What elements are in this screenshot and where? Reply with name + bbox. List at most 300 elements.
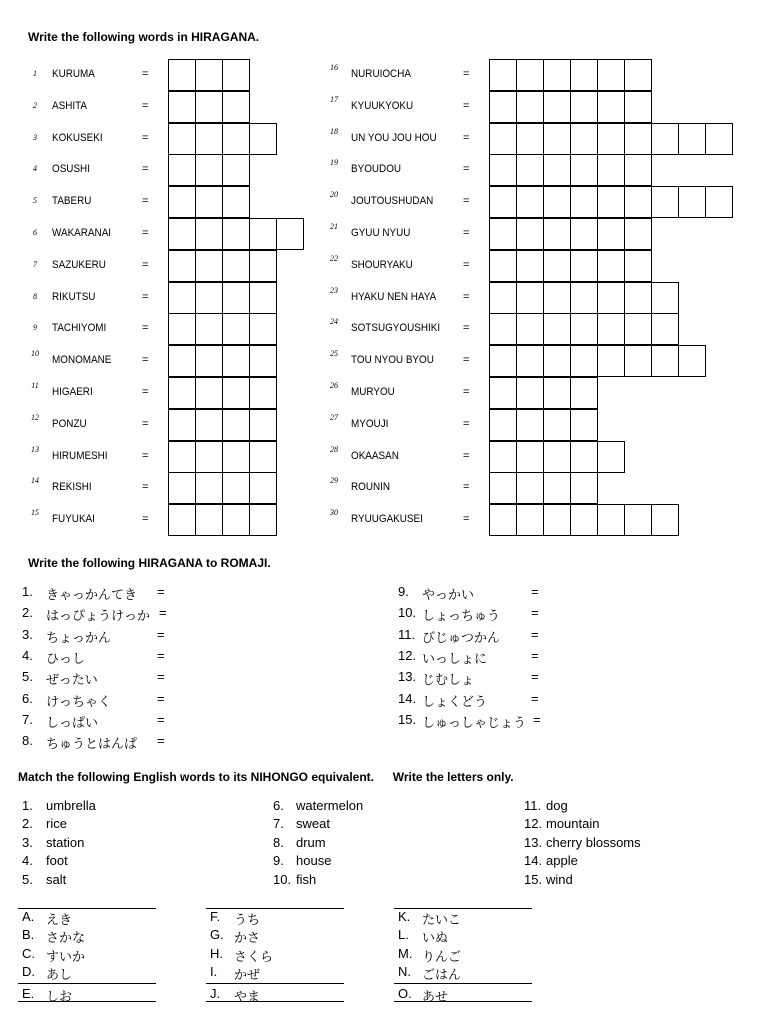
answer-box[interactable] bbox=[222, 154, 250, 186]
item-number: 9 bbox=[33, 323, 37, 333]
answer-boxes bbox=[489, 123, 732, 155]
answer-box[interactable] bbox=[249, 123, 277, 155]
answer-box[interactable] bbox=[705, 123, 733, 155]
answer-box[interactable] bbox=[168, 218, 196, 250]
answer-box[interactable] bbox=[651, 186, 679, 218]
answer-box[interactable] bbox=[597, 441, 625, 473]
equals-sign: = bbox=[142, 386, 149, 398]
item-number: 29 bbox=[330, 476, 338, 486]
answer-box[interactable] bbox=[516, 218, 544, 250]
choice-letter: J. bbox=[210, 985, 221, 1001]
answer-box[interactable] bbox=[678, 123, 706, 155]
choice-kana: しお bbox=[46, 989, 73, 1005]
romaji-word: ROUNIN bbox=[351, 481, 391, 494]
answer-box[interactable] bbox=[222, 504, 250, 536]
romaji-word: RYUUGAKUSEI bbox=[351, 513, 423, 526]
answer-box[interactable] bbox=[489, 313, 517, 345]
answer-box[interactable] bbox=[222, 472, 250, 504]
item-number: 12. bbox=[398, 647, 417, 663]
answer-box[interactable] bbox=[195, 250, 223, 282]
answer-box[interactable] bbox=[489, 186, 517, 218]
answer-box[interactable] bbox=[249, 282, 277, 314]
answer-box[interactable] bbox=[195, 91, 223, 123]
answer-box[interactable] bbox=[516, 504, 544, 536]
item-number: 18 bbox=[330, 126, 338, 136]
equals-sign: = bbox=[463, 354, 470, 367]
answer-box[interactable] bbox=[249, 313, 277, 345]
answer-box[interactable] bbox=[570, 186, 598, 218]
answer-box[interactable] bbox=[597, 504, 625, 536]
item-number: 5. bbox=[22, 669, 33, 685]
hiragana-word: じむしょ bbox=[422, 673, 475, 689]
answer-box[interactable] bbox=[489, 59, 517, 91]
answer-box[interactable] bbox=[543, 282, 571, 314]
choice-mid-rule bbox=[18, 983, 156, 984]
english-word: rice bbox=[46, 816, 67, 832]
choice-mid-rule bbox=[394, 983, 532, 984]
answer-box[interactable] bbox=[705, 186, 733, 218]
item-number: 19 bbox=[330, 158, 338, 168]
answer-box[interactable] bbox=[570, 123, 598, 155]
romaji-word: UN YOU JOU HOU bbox=[351, 131, 437, 144]
answer-box[interactable] bbox=[597, 59, 625, 91]
english-word: apple bbox=[546, 853, 578, 869]
answer-box[interactable] bbox=[276, 218, 304, 250]
answer-box[interactable] bbox=[624, 91, 652, 123]
equals-sign: = bbox=[157, 690, 165, 706]
answer-box[interactable] bbox=[570, 377, 598, 409]
english-word: salt bbox=[46, 871, 67, 887]
romaji-word: WAKARANAI bbox=[52, 227, 112, 239]
answer-box[interactable] bbox=[195, 186, 223, 218]
item-number: 3. bbox=[22, 626, 33, 642]
answer-box[interactable] bbox=[168, 154, 196, 186]
answer-box[interactable] bbox=[222, 377, 250, 409]
equals-sign: = bbox=[142, 131, 149, 144]
answer-box[interactable] bbox=[597, 345, 625, 377]
answer-box[interactable] bbox=[489, 154, 517, 186]
answer-box[interactable] bbox=[168, 123, 196, 155]
answer-box[interactable] bbox=[624, 282, 652, 314]
choice-bottom-rule bbox=[394, 1001, 532, 1002]
choice-top-rule bbox=[18, 908, 156, 909]
answer-box[interactable] bbox=[222, 59, 250, 91]
answer-box[interactable] bbox=[543, 313, 571, 345]
hiragana-word: びじゅつかん bbox=[422, 630, 501, 646]
equals-sign: = bbox=[463, 99, 470, 112]
answer-box[interactable] bbox=[489, 441, 517, 473]
answer-box[interactable] bbox=[624, 154, 652, 186]
answer-box[interactable] bbox=[543, 345, 571, 377]
answer-boxes bbox=[168, 313, 276, 345]
answer-box[interactable] bbox=[543, 377, 571, 409]
answer-box[interactable] bbox=[624, 186, 652, 218]
equals-sign: = bbox=[463, 258, 470, 271]
answer-box[interactable] bbox=[651, 282, 679, 314]
section3-title-text: Match the following English words to its NIHONGO equivalent. bbox=[18, 770, 375, 784]
answer-box[interactable] bbox=[168, 282, 196, 314]
item-number: 1 bbox=[33, 69, 37, 78]
answer-box[interactable] bbox=[651, 504, 679, 536]
equals-sign: = bbox=[463, 227, 470, 239]
answer-box[interactable] bbox=[249, 472, 277, 504]
answer-box[interactable] bbox=[624, 218, 652, 250]
answer-box[interactable] bbox=[624, 123, 652, 155]
item-number: 10. bbox=[273, 871, 292, 887]
answer-box[interactable] bbox=[168, 91, 196, 123]
answer-boxes bbox=[489, 504, 678, 536]
answer-box[interactable] bbox=[489, 409, 517, 441]
answer-boxes bbox=[168, 186, 249, 218]
answer-boxes bbox=[489, 218, 651, 250]
answer-box[interactable] bbox=[195, 282, 223, 314]
answer-box[interactable] bbox=[516, 377, 544, 409]
answer-box[interactable] bbox=[249, 409, 277, 441]
answer-boxes bbox=[489, 409, 597, 441]
item-number: 2. bbox=[22, 816, 33, 832]
romaji-word: JOUTOUSHUDAN bbox=[351, 195, 434, 208]
item-number: 12 bbox=[31, 412, 39, 422]
answer-box[interactable] bbox=[249, 377, 277, 409]
answer-box[interactable] bbox=[624, 504, 652, 536]
item-number: 7 bbox=[33, 259, 37, 269]
answer-box[interactable] bbox=[195, 472, 223, 504]
romaji-word: KURUMA bbox=[52, 68, 95, 80]
section2-title: Write the following HIRAGANA to ROMAJI. bbox=[28, 556, 271, 570]
item-number: 1. bbox=[22, 584, 33, 599]
item-number: 15 bbox=[31, 508, 39, 518]
item-number: 15. bbox=[398, 711, 417, 727]
answer-box[interactable] bbox=[489, 504, 517, 536]
item-number: 17 bbox=[330, 94, 338, 104]
answer-box[interactable] bbox=[570, 345, 598, 377]
english-word: foot bbox=[46, 853, 68, 869]
english-word: drum bbox=[296, 834, 326, 850]
equals-sign: = bbox=[159, 605, 167, 621]
answer-box[interactable] bbox=[222, 441, 250, 473]
romaji-word: MONOMANE bbox=[52, 354, 112, 367]
answer-box[interactable] bbox=[678, 186, 706, 218]
answer-box[interactable] bbox=[570, 250, 598, 282]
choice-top-rule bbox=[206, 908, 344, 909]
answer-box[interactable] bbox=[597, 218, 625, 250]
answer-box[interactable] bbox=[651, 313, 679, 345]
answer-box[interactable] bbox=[195, 154, 223, 186]
answer-box[interactable] bbox=[249, 441, 277, 473]
item-number: 13. bbox=[398, 669, 417, 685]
item-number: 23 bbox=[330, 285, 338, 295]
answer-box[interactable] bbox=[195, 377, 223, 409]
choice-letter: D. bbox=[22, 964, 35, 980]
romaji-word: HIRUMESHI bbox=[52, 449, 108, 462]
answer-box[interactable] bbox=[168, 250, 196, 282]
answer-box[interactable] bbox=[489, 218, 517, 250]
answer-box[interactable] bbox=[543, 59, 571, 91]
romaji-word: KYUUKYOKU bbox=[351, 99, 414, 112]
answer-box[interactable] bbox=[516, 313, 544, 345]
answer-box[interactable] bbox=[222, 313, 250, 345]
romaji-word: OKAASAN bbox=[351, 449, 399, 462]
choice-letter: H. bbox=[210, 945, 223, 961]
choice-letter: E. bbox=[22, 985, 35, 1001]
answer-box[interactable] bbox=[516, 186, 544, 218]
hiragana-word: はっぴょうけっか bbox=[46, 609, 151, 625]
romaji-word: HYAKU NEN HAYA bbox=[351, 290, 437, 303]
answer-box[interactable] bbox=[516, 91, 544, 123]
answer-box[interactable] bbox=[489, 472, 517, 504]
english-word: dog bbox=[546, 798, 568, 813]
answer-box[interactable] bbox=[570, 441, 598, 473]
answer-box[interactable] bbox=[597, 186, 625, 218]
answer-box[interactable] bbox=[195, 59, 223, 91]
answer-box[interactable] bbox=[168, 313, 196, 345]
answer-boxes bbox=[168, 409, 276, 441]
answer-boxes bbox=[168, 472, 276, 504]
answer-box[interactable] bbox=[489, 91, 517, 123]
answer-box[interactable] bbox=[249, 345, 277, 377]
equals-sign: = bbox=[157, 626, 165, 642]
answer-box[interactable] bbox=[651, 123, 679, 155]
answer-box[interactable] bbox=[168, 377, 196, 409]
answer-box[interactable] bbox=[222, 91, 250, 123]
answer-box[interactable] bbox=[516, 409, 544, 441]
choice-bottom-rule bbox=[18, 1001, 156, 1002]
answer-box[interactable] bbox=[168, 345, 196, 377]
answer-box[interactable] bbox=[516, 250, 544, 282]
item-number: 5 bbox=[33, 196, 37, 206]
answer-box[interactable] bbox=[516, 441, 544, 473]
answer-box[interactable] bbox=[222, 218, 250, 250]
answer-box[interactable] bbox=[543, 218, 571, 250]
equals-sign: = bbox=[142, 290, 149, 303]
answer-box[interactable] bbox=[249, 504, 277, 536]
choice-kana: かさ bbox=[234, 931, 261, 947]
answer-box[interactable] bbox=[624, 313, 652, 345]
english-word: watermelon bbox=[296, 798, 364, 813]
choice-kana: いぬ bbox=[422, 931, 449, 947]
choice-bottom-rule bbox=[206, 1001, 344, 1002]
answer-box[interactable] bbox=[195, 218, 223, 250]
item-number: 10 bbox=[31, 349, 39, 359]
answer-box[interactable] bbox=[570, 504, 598, 536]
answer-box[interactable] bbox=[543, 186, 571, 218]
hiragana-word: ちょっかん bbox=[46, 630, 112, 646]
answer-box[interactable] bbox=[222, 186, 250, 218]
choice-letter: N. bbox=[398, 964, 411, 980]
equals-sign: = bbox=[463, 417, 470, 430]
answer-box[interactable] bbox=[489, 250, 517, 282]
romaji-word: ASHITA bbox=[52, 99, 88, 112]
item-number: 5. bbox=[22, 871, 33, 887]
choice-kana: かぜ bbox=[234, 968, 261, 984]
answer-box[interactable] bbox=[516, 123, 544, 155]
romaji-word: PONZU bbox=[52, 417, 87, 430]
answer-box[interactable] bbox=[168, 441, 196, 473]
answer-boxes bbox=[489, 313, 678, 345]
item-number: 2. bbox=[22, 605, 33, 621]
answer-box[interactable] bbox=[516, 282, 544, 314]
equals-sign: = bbox=[142, 195, 149, 208]
answer-box[interactable] bbox=[489, 345, 517, 377]
answer-box[interactable] bbox=[195, 441, 223, 473]
item-number: 2 bbox=[33, 100, 37, 110]
item-number: 7. bbox=[22, 711, 33, 727]
answer-box[interactable] bbox=[624, 250, 652, 282]
romaji-word: FUYUKAI bbox=[52, 513, 95, 526]
answer-box[interactable] bbox=[543, 472, 571, 504]
equals-sign: = bbox=[142, 322, 149, 335]
equals-sign: = bbox=[142, 68, 149, 80]
romaji-word: HIGAERI bbox=[52, 386, 93, 398]
answer-box[interactable] bbox=[195, 313, 223, 345]
answer-box[interactable] bbox=[597, 282, 625, 314]
answer-box[interactable] bbox=[543, 504, 571, 536]
romaji-word: MYOUJI bbox=[351, 417, 389, 430]
answer-box[interactable] bbox=[570, 154, 598, 186]
answer-boxes bbox=[168, 441, 276, 473]
choice-letter: K. bbox=[398, 909, 411, 924]
item-number: 9. bbox=[398, 584, 409, 599]
answer-box[interactable] bbox=[195, 345, 223, 377]
choice-kana: あし bbox=[46, 968, 73, 984]
answer-box[interactable] bbox=[489, 123, 517, 155]
section3-instruction: Write the letters only. bbox=[392, 770, 514, 784]
equals-sign: = bbox=[463, 513, 470, 526]
answer-box[interactable] bbox=[543, 91, 571, 123]
item-number: 8. bbox=[273, 834, 284, 850]
answer-box[interactable] bbox=[543, 123, 571, 155]
answer-box[interactable] bbox=[543, 250, 571, 282]
item-number: 27 bbox=[330, 412, 338, 422]
romaji-word: KOKUSEKI bbox=[52, 131, 103, 144]
answer-box[interactable] bbox=[570, 218, 598, 250]
answer-box[interactable] bbox=[222, 409, 250, 441]
equals-sign: = bbox=[157, 584, 165, 599]
answer-box[interactable] bbox=[168, 409, 196, 441]
equals-sign: = bbox=[157, 669, 165, 685]
answer-box[interactable] bbox=[222, 345, 250, 377]
equals-sign: = bbox=[157, 733, 165, 749]
answer-boxes bbox=[168, 59, 249, 91]
item-number: 14. bbox=[524, 853, 543, 869]
choice-letter: O. bbox=[398, 985, 412, 1001]
answer-boxes bbox=[168, 154, 249, 186]
answer-box[interactable] bbox=[624, 59, 652, 91]
answer-box[interactable] bbox=[516, 472, 544, 504]
english-word: fish bbox=[296, 871, 317, 887]
answer-boxes bbox=[168, 377, 276, 409]
answer-box[interactable] bbox=[597, 123, 625, 155]
choice-kana: やま bbox=[234, 989, 261, 1005]
hiragana-word: けっちゃく bbox=[46, 694, 112, 710]
choice-kana: えき bbox=[46, 913, 73, 928]
choice-letter: A. bbox=[22, 909, 35, 924]
equals-sign: = bbox=[531, 669, 539, 685]
equals-sign: = bbox=[463, 322, 470, 335]
equals-sign: = bbox=[142, 449, 149, 462]
equals-sign: = bbox=[463, 449, 470, 462]
answer-box[interactable] bbox=[624, 345, 652, 377]
answer-box[interactable] bbox=[195, 409, 223, 441]
answer-box[interactable] bbox=[168, 59, 196, 91]
equals-sign: = bbox=[463, 481, 470, 494]
answer-box[interactable] bbox=[570, 91, 598, 123]
answer-box[interactable] bbox=[597, 313, 625, 345]
answer-box[interactable] bbox=[168, 186, 196, 218]
answer-box[interactable] bbox=[678, 345, 706, 377]
choice-kana: うち bbox=[234, 913, 261, 928]
hiragana-word: しゅっしゃじょう bbox=[422, 715, 527, 731]
answer-boxes bbox=[489, 472, 597, 504]
answer-box[interactable] bbox=[168, 504, 196, 536]
answer-box[interactable] bbox=[651, 345, 679, 377]
answer-boxes bbox=[489, 441, 624, 473]
english-word: umbrella bbox=[46, 798, 96, 813]
answer-box[interactable] bbox=[570, 472, 598, 504]
answer-boxes bbox=[489, 91, 651, 123]
hiragana-word: きゃっかんてき bbox=[46, 588, 138, 603]
answer-box[interactable] bbox=[597, 154, 625, 186]
romaji-word: REKISHI bbox=[52, 481, 92, 494]
answer-box[interactable] bbox=[570, 409, 598, 441]
romaji-word: NURUIOCHA bbox=[351, 68, 411, 80]
answer-box[interactable] bbox=[195, 504, 223, 536]
hiragana-word: ひっし bbox=[46, 651, 86, 667]
choice-letter: C. bbox=[22, 945, 35, 961]
english-word: wind bbox=[546, 871, 573, 887]
answer-box[interactable] bbox=[570, 282, 598, 314]
answer-box[interactable] bbox=[516, 154, 544, 186]
romaji-word: TOU NYOU BYOU bbox=[351, 354, 434, 367]
answer-box[interactable] bbox=[516, 59, 544, 91]
item-number: 3 bbox=[33, 132, 37, 142]
answer-box[interactable] bbox=[570, 313, 598, 345]
equals-sign: = bbox=[531, 626, 539, 642]
item-number: 4 bbox=[33, 164, 37, 174]
answer-box[interactable] bbox=[249, 250, 277, 282]
answer-box[interactable] bbox=[543, 441, 571, 473]
answer-box[interactable] bbox=[222, 250, 250, 282]
answer-box[interactable] bbox=[195, 123, 223, 155]
item-number: 28 bbox=[330, 444, 338, 454]
answer-box[interactable] bbox=[516, 345, 544, 377]
answer-box[interactable] bbox=[597, 91, 625, 123]
hiragana-word: ぜったい bbox=[46, 673, 98, 689]
answer-box[interactable] bbox=[543, 154, 571, 186]
answer-box[interactable] bbox=[168, 472, 196, 504]
answer-box[interactable] bbox=[249, 218, 277, 250]
choice-top-rule bbox=[394, 908, 532, 909]
english-word: cherry blossoms bbox=[546, 834, 641, 850]
english-word: mountain bbox=[546, 816, 600, 832]
choice-kana: すいか bbox=[46, 949, 86, 965]
answer-boxes bbox=[489, 282, 678, 314]
english-word: house bbox=[296, 853, 332, 869]
answer-box[interactable] bbox=[222, 282, 250, 314]
answer-box[interactable] bbox=[489, 282, 517, 314]
item-number: 10. bbox=[398, 605, 417, 621]
choice-kana: りんご bbox=[422, 949, 462, 965]
answer-box[interactable] bbox=[597, 250, 625, 282]
romaji-word: BYOUDOU bbox=[351, 163, 402, 176]
answer-box[interactable] bbox=[543, 409, 571, 441]
item-number: 12. bbox=[524, 816, 543, 832]
answer-box[interactable] bbox=[570, 59, 598, 91]
answer-box[interactable] bbox=[222, 123, 250, 155]
choice-mid-rule bbox=[206, 983, 344, 984]
answer-box[interactable] bbox=[489, 377, 517, 409]
item-number: 16 bbox=[330, 63, 338, 72]
